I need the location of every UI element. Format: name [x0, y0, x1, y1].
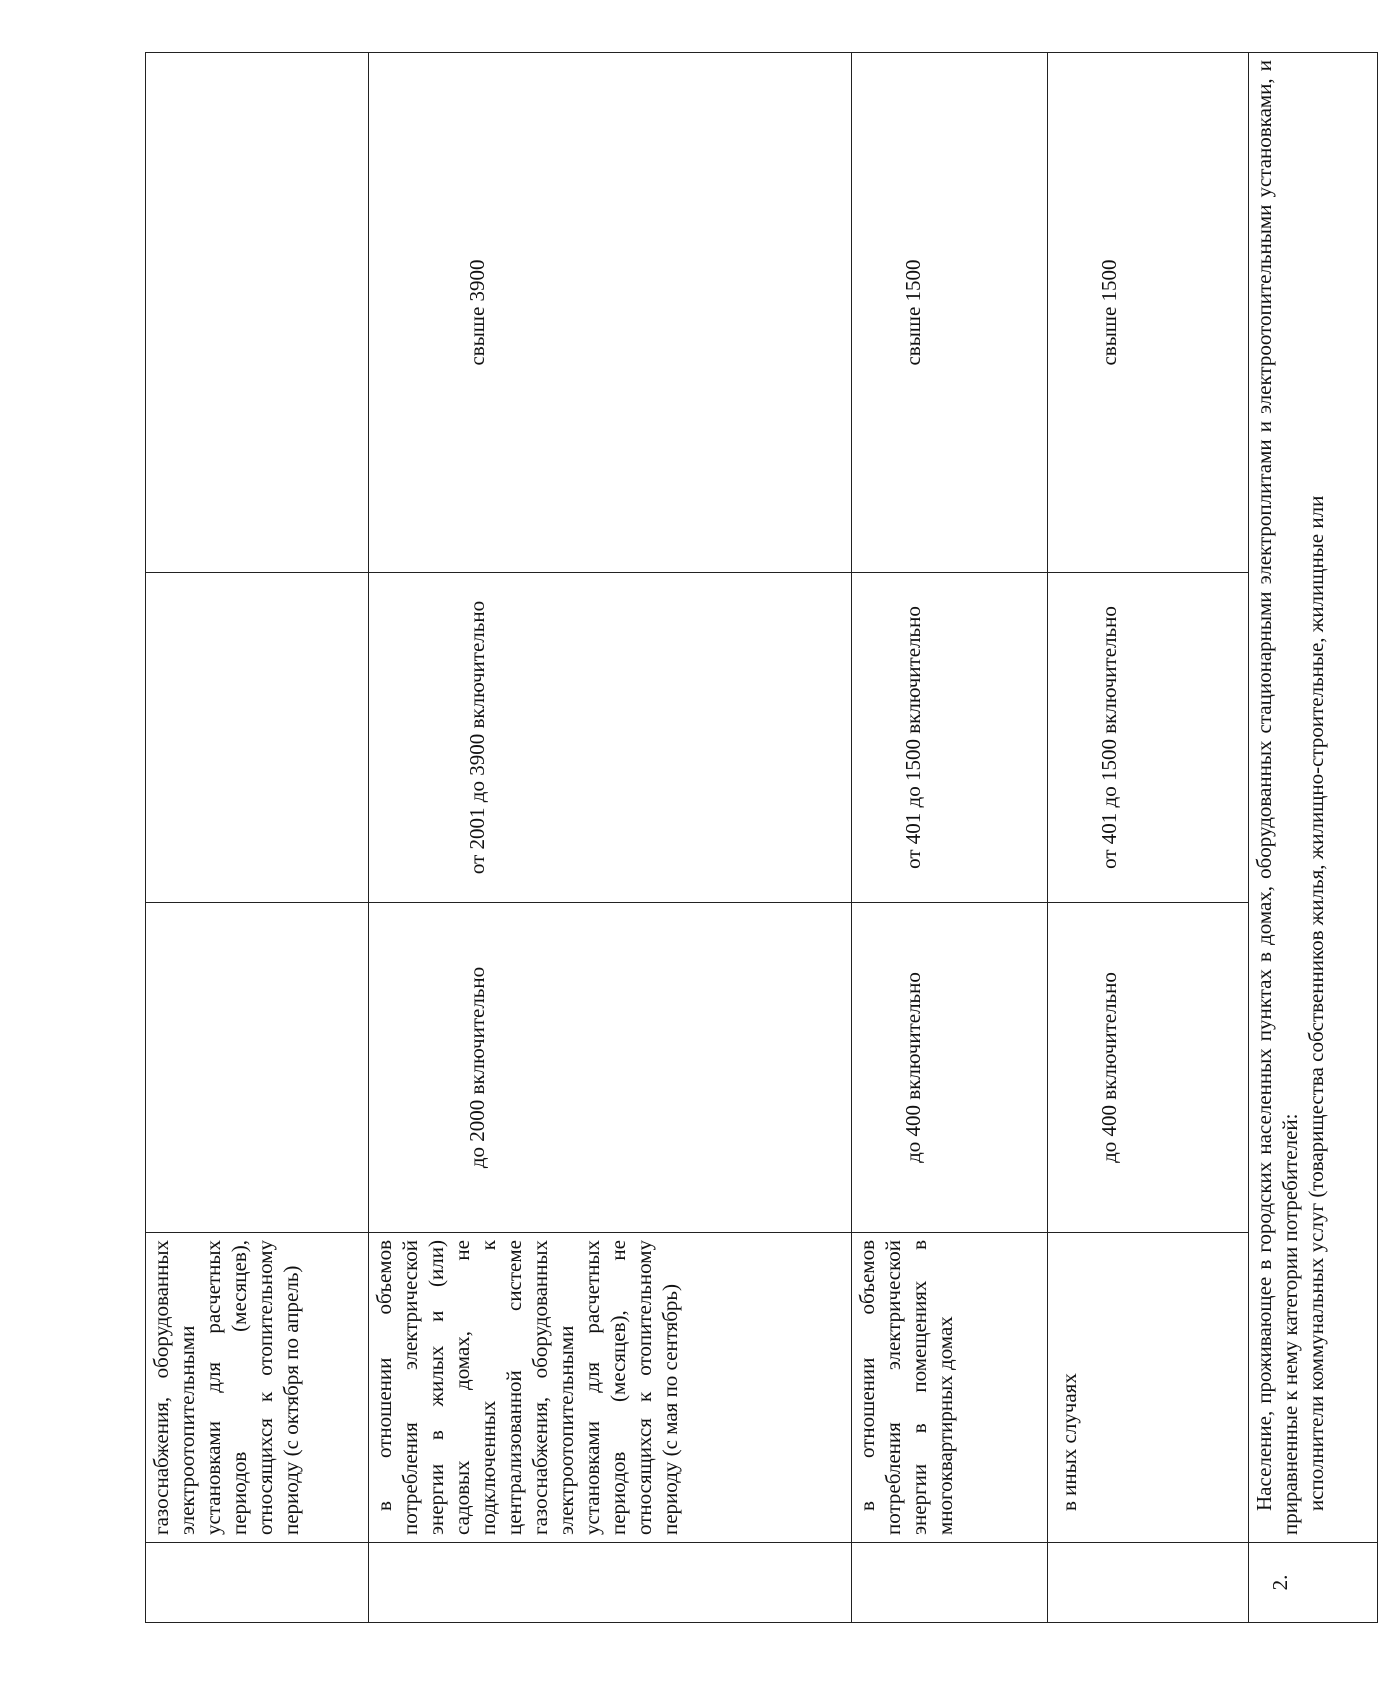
category-subtitle: исполнители коммунальных услуг (товарищества собственников жилья, жилищно-строительные, жилищные или	[1304, 495, 1329, 1511]
row-number: 2.	[1268, 1574, 1292, 1591]
description-cell	[852, 1233, 1048, 1543]
description-cell	[146, 1233, 369, 1543]
range-mid: от 2001 до 3900 включительно	[465, 600, 489, 875]
row-number-cell	[1048, 1543, 1249, 1623]
value-cell	[1048, 573, 1249, 903]
row-number-cell	[146, 1543, 369, 1623]
value-cell	[369, 903, 852, 1233]
value-cell	[369, 573, 852, 903]
tariff-table	[145, 52, 1378, 1623]
range-high: свыше 3900	[465, 259, 489, 366]
range-mid: от 401 до 1500 включительно	[901, 606, 925, 869]
value-cell	[146, 903, 369, 1233]
range-high: свыше 1500	[901, 259, 925, 366]
description-text: в иных случаях	[1057, 1373, 1081, 1511]
value-cell	[369, 53, 852, 573]
range-high: свыше 1500	[1097, 259, 1121, 366]
value-cell	[852, 573, 1048, 903]
value-cell	[146, 53, 369, 573]
description-cell	[1048, 1233, 1249, 1543]
value-cell	[1048, 53, 1249, 573]
description-text: газоснабжения, оборудованных электроотопительными установками для расчетных периодов (месяцев), относящихся к отопительному периоду (с октября по апрель)	[149, 1240, 304, 1535]
table-row	[1249, 53, 1378, 1623]
value-cell	[146, 573, 369, 903]
table-row	[1048, 53, 1249, 1623]
category-title: Население, проживающее в городских населенных пунктах в домах, оборудованных стационарными электроплитами и электроотопительными установками, и приравненные к нему категории потребителей:	[1252, 60, 1303, 1535]
value-cell	[852, 53, 1048, 573]
row-number-cell	[852, 1543, 1048, 1623]
category-cell	[1249, 53, 1378, 1543]
value-cell	[1048, 903, 1249, 1233]
table-row	[146, 53, 369, 1623]
table-row	[369, 53, 852, 1623]
description-text: в отношении объемов потребления электрической энергии в жилых и (или) садовых домах, не подключенных к централизованной системе газоснабжения, оборудованных электроотопительными установками для расчетных периодов (месяцев), не относящихся к отопительному периоду (с мая по сентябрь)	[372, 1240, 683, 1535]
row-number-cell	[1249, 1543, 1378, 1623]
range-low: до 400 включительно	[901, 972, 925, 1163]
description-text: в отношении объемов потребления электрической энергии в помещениях в многоквартирных домах	[855, 1240, 958, 1535]
range-mid: от 401 до 1500 включительно	[1097, 606, 1121, 869]
row-number-cell	[369, 1543, 852, 1623]
description-cell	[369, 1233, 852, 1543]
range-low: до 400 включительно	[1097, 972, 1121, 1163]
table-row	[852, 53, 1048, 1623]
value-cell	[852, 903, 1048, 1233]
range-low: до 2000 включительно	[465, 966, 489, 1169]
